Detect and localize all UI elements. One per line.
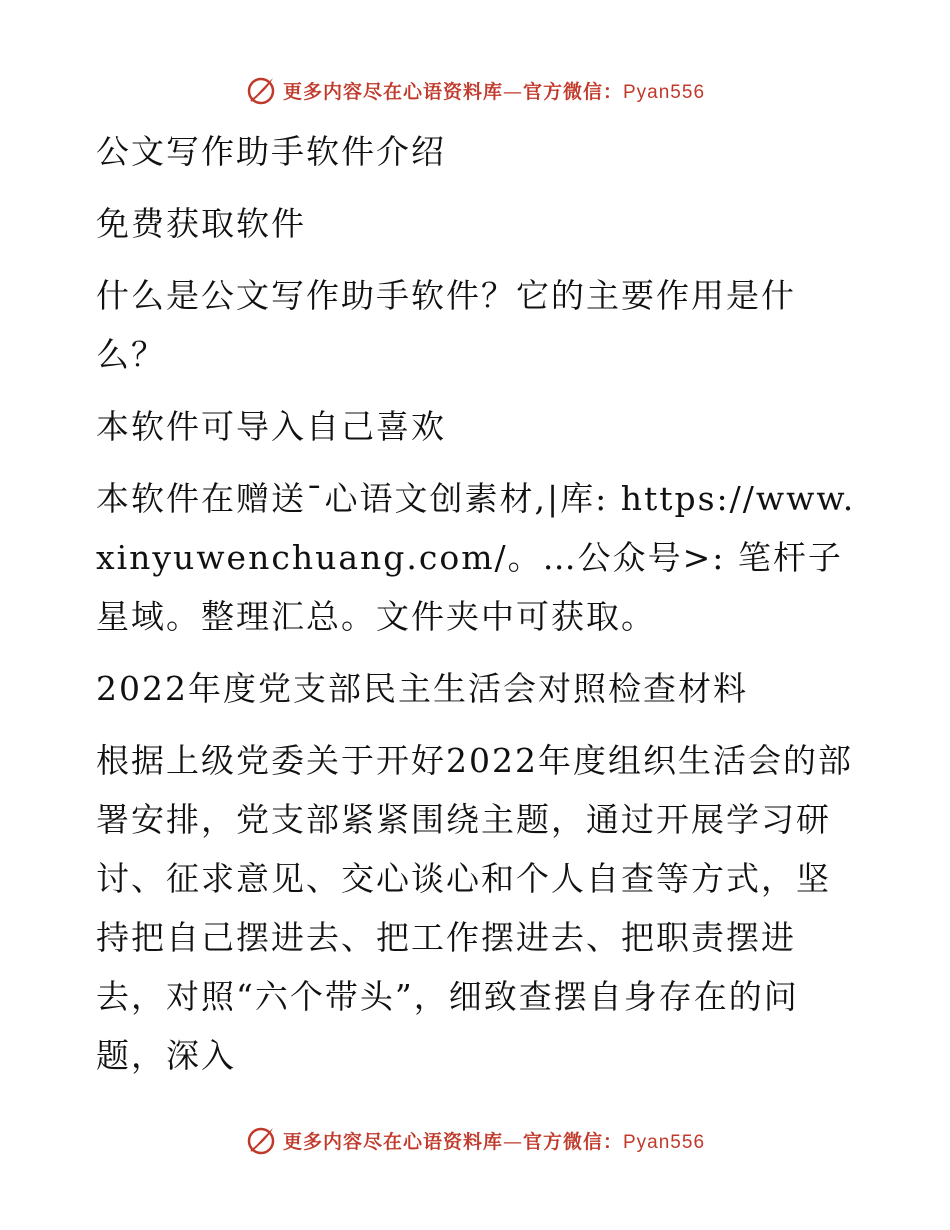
feather-seal-icon bbox=[245, 74, 277, 106]
doc-question: 什么是公文写作助手软件？它的主要作用是什么？ bbox=[96, 276, 796, 374]
header-watermark bbox=[0, 70, 950, 110]
doc-title: 公文写作助手软件介绍 bbox=[96, 132, 446, 171]
document-body bbox=[96, 122, 856, 1098]
feather-seal-icon bbox=[245, 1124, 277, 1156]
doc-paragraph: 根据上级党委关于开好2022年度组织生活会的部署安排，党支部紧紧围绕主题，通过开展学习研讨、征求意见、交心谈心和个人自查等方式，坚持把自己摆进去、把工作摆进去、把职责摆进去，对照“六个带头”，细致查摆自身存在的问题，深入 bbox=[96, 741, 853, 1075]
doc-paragraph: 本软件在赠送¯心语文创素材,|库: https://www.xinyuwenchuang.com/。…公众号>: 笔杆子星域。整理汇总。文件夹中可获取。 bbox=[96, 479, 856, 636]
doc-section-heading: 2022年度党支部民主生活会对照检查材料 bbox=[96, 669, 748, 708]
watermark-text: 更多内容尽在心语资料库—官方微信：Pyan556 bbox=[282, 1130, 706, 1153]
doc-subtitle: 免费获取软件 bbox=[96, 204, 306, 243]
doc-paragraph: 本软件可导入自己喜欢 bbox=[96, 407, 446, 446]
footer-watermark bbox=[0, 1120, 950, 1160]
watermark-text: 更多内容尽在心语资料库—官方微信：Pyan556 bbox=[282, 80, 706, 103]
